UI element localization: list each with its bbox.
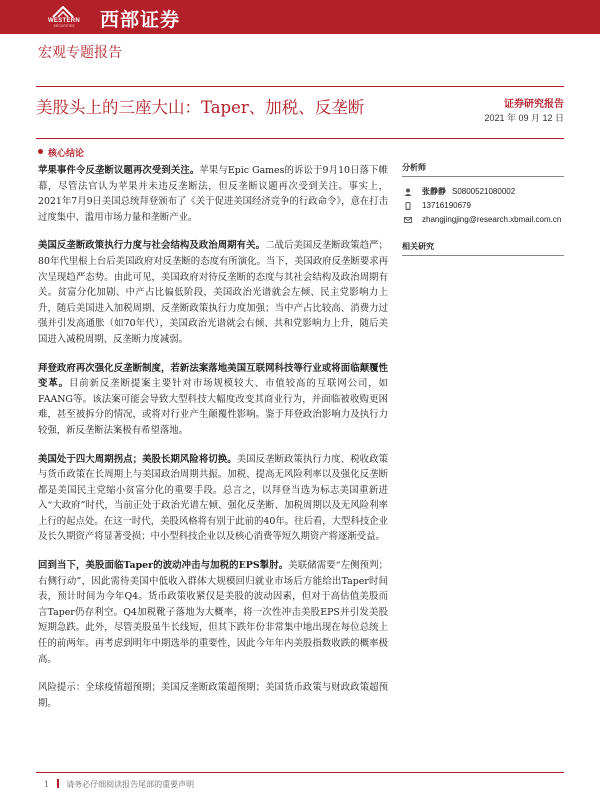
analyst-name: 张静静 [422, 187, 446, 196]
paragraph-body: 目前新反垄断提案主要针对市场规模较大、市值较高的互联网公司，如FAANG等。该法案可能会导致大型科技大幅度改变其商业行为，并面临被收购更困难，甚至被拆分的情况，或将对行业产生颠覆性影响。鉴于拜登政治影响力及执行力较强，新反垄断法案极有希望落地。 [38, 378, 388, 436]
analyst-email[interactable]: zhangjingjing@research.xbmail.com.cn [422, 215, 562, 224]
page-title: 美股头上的三座大山：Taper、加税、反垄断 [36, 98, 365, 117]
analyst-cert: S0800521080002 [452, 187, 516, 196]
logo-mark-icon [52, 6, 74, 18]
paragraph [38, 452, 388, 546]
footer-note [44, 779, 194, 790]
paragraph-body: 风险提示：全球疫情超预期；美国反垄断政策超预期；美国货币政策与财政政策超预期。 [38, 682, 388, 709]
report-type: 宏观专题报告 [38, 45, 122, 61]
paragraph-lead: 美国反垄断政策执行力度与社会结构及政治周期有关。 [38, 240, 266, 252]
paragraph [38, 238, 388, 347]
report-tag: 证券研究报告 [504, 99, 564, 110]
brand-name: 西部证券 [100, 9, 181, 31]
paragraph [38, 361, 388, 439]
paragraph-lead: 苹果事件令反垄断议题再次受到关注。 [38, 165, 200, 176]
risk-note [38, 680, 388, 711]
paragraph-lead: 拜登政府再次强化反垄断制度，若新法案落地美国互联网科技等行业或将面临颠覆性变革。 [38, 362, 388, 390]
related-research-label: 相关研究 [402, 241, 564, 256]
section-heading: 核心结论 [48, 149, 85, 159]
logo-subtext: SECURITIES [53, 24, 75, 28]
email-icon [404, 216, 412, 224]
analyst-label: 分析师 [402, 162, 564, 177]
header-bar [0, 0, 600, 34]
analyst-email-row [402, 213, 564, 227]
paragraph-body: 美联储需要“左侧预判；右侧行动”，因此需待美国中低收入群体大规模回归就业市场后方能给出Taper时间表，预计时间为今年Q4。货币政策收紧仅是美股的波动因素，但对于高估值美股而言Taper仍存利空。Q4加税靴子落地为大概率，将一次性冲击美股EPS并引发美股短期急跌。此外，尽管美股虽牛长线短，但其下跌年份非常集中地出现在每位总统上任的前两年。再考虑到明年中期选举的重要性，因此今年年内美股指数收跌的概率极高。 [38, 560, 388, 665]
footer-separator [57, 779, 59, 788]
paragraph [38, 558, 388, 667]
page-number: 1 [44, 780, 50, 789]
paragraph [38, 163, 388, 225]
divider-title [36, 138, 564, 139]
analyst-phone-row [402, 199, 564, 213]
report-date: 2021 年 09 月 12 日 [484, 113, 564, 123]
disclaimer-text: 请务必仔细阅读报告尾部的重要声明 [66, 780, 195, 789]
analyst-name-row [402, 185, 564, 199]
paragraph-lead: 美国处于四大周期拐点；美股长期风险将切换。 [38, 453, 237, 465]
main-content [38, 163, 388, 724]
analyst-panel [402, 162, 564, 256]
person-icon [404, 188, 412, 196]
company-logo [36, 6, 92, 30]
divider-top [36, 86, 564, 87]
analyst-phone: 13716190679 [422, 201, 471, 210]
paragraph-lead: 回到当下，美股面临Taper的波动冲击与加税的EPS掣肘。 [38, 560, 289, 572]
paragraph-body: 二战后美国反垄断政策趋严；80年代里根上台后美国政府对反垄断的态度有所演化。当下，美国政府反垄断要求再次呈现趋严态势。由此可见，美国政府对待反垄断的态度与其社会结构及政治周期有关。贫富分化加剧、中产占比偏低阶段，美国政治光谱就会左倾、民主党影响力上升，随后美国进入加税周期、反垄断政策执行力度加强；当中产占比较高、消费力过强并引发高通胀（如70年代），美国政治光谱就会右倾、共和党影响力上升，随后美国进入减税周期、反垄断力度减弱。 [38, 240, 388, 345]
phone-icon [404, 202, 412, 210]
paragraph-body: 苹果与Epic Games的诉讼于9月10日落下帷幕，尽管法官认为苹果并未违反垄断法，但反垄断议题再次受到关注。事实上，2021年7月9日美国总统拜登颁布了《关于促进美国经济竞争的行政命令》，意在打击过度集中、滥用市场力量和垄断产业。 [38, 165, 388, 223]
divider-footer [36, 772, 564, 773]
paragraph-body: 美国反垄断政策执行力度、税收政策与货币政策在长周期上与美国政治周期共振。加税、提高无风险利率以及强化反垄断都是美国民主党缩小贫富分化的重要手段。总言之，以拜登当选为标志美国重新进入“大政府”时代，当前正处于政治光谱左倾、强化反垄断、加税周期以及无风险利率上行的起点处。在这一时代，美股风格将有别于此前的40年。往后看，大型科技企业及长久期资产将显著受损；中小型科技企业以及核心消费等短久期资产将逐渐受益。 [38, 453, 388, 543]
logo-text: WESTERN [47, 18, 81, 24]
section-bullet-icon [38, 149, 43, 154]
